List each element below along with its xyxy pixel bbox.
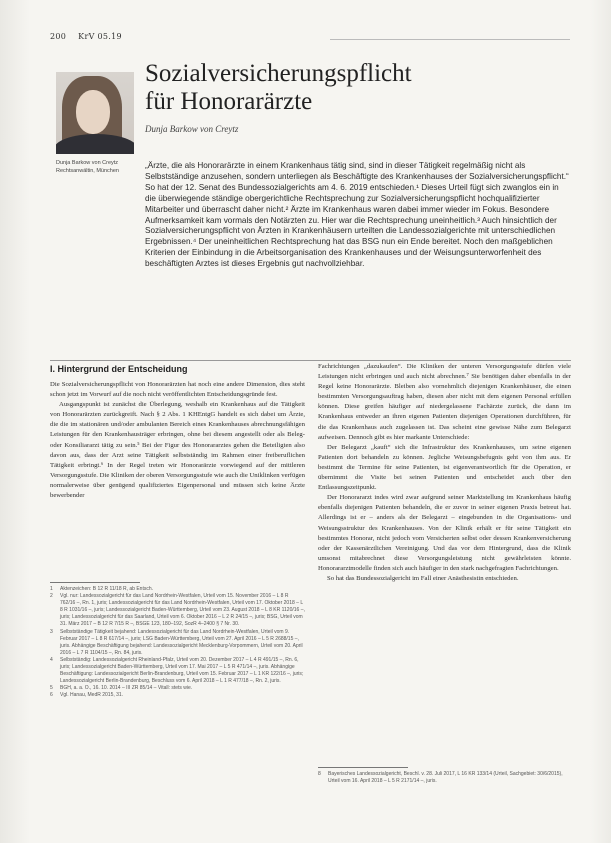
footnote-text: Selbstständig: Landessozialgericht Rheinland-Pfalz, Urteil vom 20. Dezember 2017 – L 4 R 491/15 –, Rn. 6, juris; Landessozialgericht Baden-Württemberg, Urteil vom 17. Mai 2017 – L 5 R 471/14 –, juris. Abhängige Beschäftigung: Landessozialgericht Berlin-Brandenburg, Urteil vom 15. Februar 2017 – L 1 KR 122/16 –, juris; Landessozialgericht Berlin-Brandenburg, Beschluss vom 6. April 2018 – L 1 R 477/18 –, Rn. 2, juris. xyxy=(60,656,304,685)
footnote-number: 3 xyxy=(50,628,53,635)
article-abstract xyxy=(145,161,571,270)
footnote xyxy=(50,692,305,699)
title-line-1: Sozialversicherungspflicht xyxy=(145,60,412,87)
right-paragraph-1: Fachrichtungen „dazukaufen“. Die Kliniken der unteren Versorgungsstufe dürfen viele Leistungen nicht erbringen und auch nicht abrechnen.⁷ Sie benötigen daher ebenfalls in der Regel keine Honorarärzte. Bleiben also vornehmlich diejenigen Krankenhäuser, die einen bestimmten Versorgungsauftrag haben, diesen aber nicht mit dem eigenen Personal erfüllen können. Diese greifen häufiger auf niedergelassene Fachärzte zurück, die dann im Krankenhaus entweder an ihren eigenen Patienten diejenigen Operationen durchführen, für die das Krankenhaus auch zugelassen ist. Das scheint eine gewisse Nähe zum Belegarzt aufweisen. Dennoch gibt es hier markante Unterschiede: xyxy=(318,363,571,441)
left-paragraph-2: Ausgangspunkt ist zunächst die Überlegung, weshalb ein Krankenhaus auf die Tätigkeit von Honorarärzten zurückgreift. Nach § 2 Abs. 1 KHEntgG handelt es sich dabei um Ärzte, die die im stationären und/oder ambulanten Bereich eines Krankenhauses abrechnungsfähigen Leistungen für den Krankenhausträger erbringen, ohne bei diesem angestellt oder als Beleg- oder Konsiliararzt tätig zu sein.⁵ Bei der Figur des Honorararztes gehen die Beteiligten also davon aus, dass der Arzt seine Tätigkeit selbstständig im Rahmen einer freiberuflichen Tätigkeit erbringt.⁶ In der Regel treten wir Honorarärzte vorwiegend auf der mittleren Versorgungsstufe. Die Kliniken der oberen Versorgungsstufe wie auch die Uniklinken verfügen normalerweise über genügend qualifiziertes Eigenpersonal und müssen sich keine Ärzte bewerbender xyxy=(50,401,305,500)
section-separator xyxy=(50,360,571,361)
footnote xyxy=(318,771,571,785)
footnotes-left xyxy=(50,586,305,700)
footnotes-right xyxy=(318,771,571,785)
footnote-text: Bayerisches Landessozialgericht, Beschl. v. 28. Juli 2017, L 16 KR 133/14 (Urteil, Sachgebiet: 30/6/2015), Urteil vom 16. April 2018 – L 5 R 2171/14 –, juris. xyxy=(328,771,563,785)
photo-shoulders xyxy=(56,134,134,154)
right-paragraph-2: Der Belegarzt „kauft“ sich die Infrastruktur des Krankenhauses, um seine eigenen Patienten dort behandeln zu können. Jegliche Weisungsbefugnis geht von ihm aus. Er bestimmt die Termine für seine Patienten, ist eigenverantwortlich für die Operation, er übernimmt die Visite bei seinen Patienten und entscheidet auch über den Entlassungszeitpunkt. xyxy=(318,443,571,492)
footnote-number: 4 xyxy=(50,656,53,663)
footnote xyxy=(50,593,305,628)
footnote xyxy=(50,657,305,685)
left-column xyxy=(50,380,305,501)
footnote-number: 6 xyxy=(50,692,53,699)
footnote-number: 5 xyxy=(50,685,53,692)
footnote-text: BGH, a. a. O., 16. 10. 2014 – III ZR 85/14 – Vitall: stets wie. xyxy=(60,685,193,692)
footnote-number: 2 xyxy=(50,593,53,600)
footnote-rule-right xyxy=(318,767,408,768)
footnote-number: 8 xyxy=(318,771,321,777)
footnote xyxy=(50,629,305,657)
section-heading: I. Hintergrund der Entscheidung xyxy=(50,364,188,374)
right-paragraph-3: Der Honorararzt indes wird zwar aufgrund seiner Marktstellung im Krankenhaus häufig ebenfalls diejenigen Patienten behandeln, die er zuvor in seiner eigenen Praxis betreut hat. Allerdings ist er – anders als der Belegarzt – eingebunden in die Organisations- und Weisungsstruktur des Krankenhauses. Von der Klinik erhält er für seine Tätigkeit ein bestimmtes Honorar, nicht jedoch vom Versicherten selbst oder dessen Krankenversicherung oder der Kassenärztlichen Vereinigung. Und das vor dem Hintergrund, dass die Klinik umsonst mitabrechnet diese Versorgungsleistung nicht gewährleisten könnte. Honorararztmodelle finden sich auch häufiger in den stark nachgefragten Fachrichtungen. xyxy=(318,494,571,572)
right-paragraph-4: So hat das Bundessozialgericht im Fall einer Anästhesistin entschieden. xyxy=(327,574,519,582)
article-author: Dunja Barkow von Creytz xyxy=(145,124,239,134)
footnote xyxy=(50,685,305,692)
footnote-number: 1 xyxy=(50,586,53,592)
photo-face xyxy=(76,90,110,134)
article-title xyxy=(145,60,575,116)
running-header xyxy=(50,32,122,41)
footnote-text: Aktenzeichen: B 12 R 11/18 R, ab Entsch. xyxy=(60,586,154,592)
footnote-text: Selbstständige Tätigkeit bejahend: Landessozialgericht für das Land Nordrhein-Westfalen, Urteil vom 9. Februar 2017 – L 8 R 617/14 –, juris; LSG Baden-Württemberg, Urteil vom 27. April 2016 – L 5 R 2688/15 –, juris. Abhängige Beschäftigung bejahend: Landessozialgericht Mecklenburg-Vorpommern, Urteil vom 20. April 2016 – L 7 R 1104/15 –, Rn. 84, juris. xyxy=(60,628,303,656)
abstract-text: „Ärzte, die als Honorarärzte in einem Krankenhaus tätig sind, sind in dieser Tätigkeit regelmäßig nicht als Selbstständige anzusehen, sondern unterliegen als Beschäftigte des Krankenhauses der Sozialversicherungspflicht.“ So hat der 12. Senat des Bundessozialgerichts am 4. 6. 2019 entschieden.¹ Dieses Urteil fügt sich zwanglos ein in die überwiegende ständige obergerichtliche Rechtsprechung zur Sozialversicherungspflicht hochqualifizierter Mitarbeiter und überrascht daher nicht.² Ärzte im Krankenhaus waren dabei immer wieder im Fokus. Besondere Aufmerksamkeit kam vormals den Notärzten zu. Hier war die Rechtsprechung uneinheitlich.³ Auch hinsichtlich der Sozialversicherungspflicht von Ärzten in Krankenhäusern urteilten die Landessozialgerichte mit unterschiedlichen Ergebnissen.⁴ Der uneinheitlichen Rechtsprechung hat das BSG nun ein Ende bereitet. Noch den maßgeblichen Kriterien der Einbindung in die Arbeitsorganisation des Krankenhauses und der Weisungsunterworfenheit des beschäftigten Arztes ist dieses Ergebnis gut nachvollziehbar. xyxy=(145,161,569,269)
left-paragraph-1: Die Sozialversicherungspflicht von Honorarärzten hat noch eine andere Dimension, dies steht schon jetzt im Vorwurf auf die noch nicht veröffentlichten Entscheidungsgründe fest. xyxy=(50,381,305,399)
footnote-text: Vgl. Hanau, MedR 2015, 31. xyxy=(60,692,124,699)
header-rule xyxy=(330,39,570,40)
title-line-2: für Honorarärzte xyxy=(145,88,313,115)
footnote-rule-left xyxy=(50,582,140,583)
right-column xyxy=(318,362,571,584)
journal-name: KrV 05.19 xyxy=(78,32,122,41)
footnote-text: Vgl. nur: Landessozialgericht für das Land Nordrhein-Westfalen, Urteil vom 15. November 2016 – L 8 R 762/16 –, Rn. 1, juris; Landessozialgericht für das Land Nordrhein-Westfalen, Urteil vom 17. Oktober 2018 – L 8 R 1031/16 –, juris; Landessozialgericht Baden-Württemberg, Urteil vom 23. August 2018 – L 8 KR 1120/16 –, juris; Landessozialgericht für das Saarland, Urteil vom 6. Oktober 2016 – L 2 R 24/15 –, juris; BSG, Urteil vom 31. März 2017 – B 12 R 7/15 R –, BSGE 123, 180–192, SozR 4–2400 § 7 Nr. 30. xyxy=(60,593,305,628)
footnote xyxy=(50,586,305,593)
photo-caption: Dunja Barkow von Creytz Rechtsanwältin, München xyxy=(56,160,119,174)
author-photo xyxy=(56,72,134,154)
page-number: 200 xyxy=(50,32,67,41)
